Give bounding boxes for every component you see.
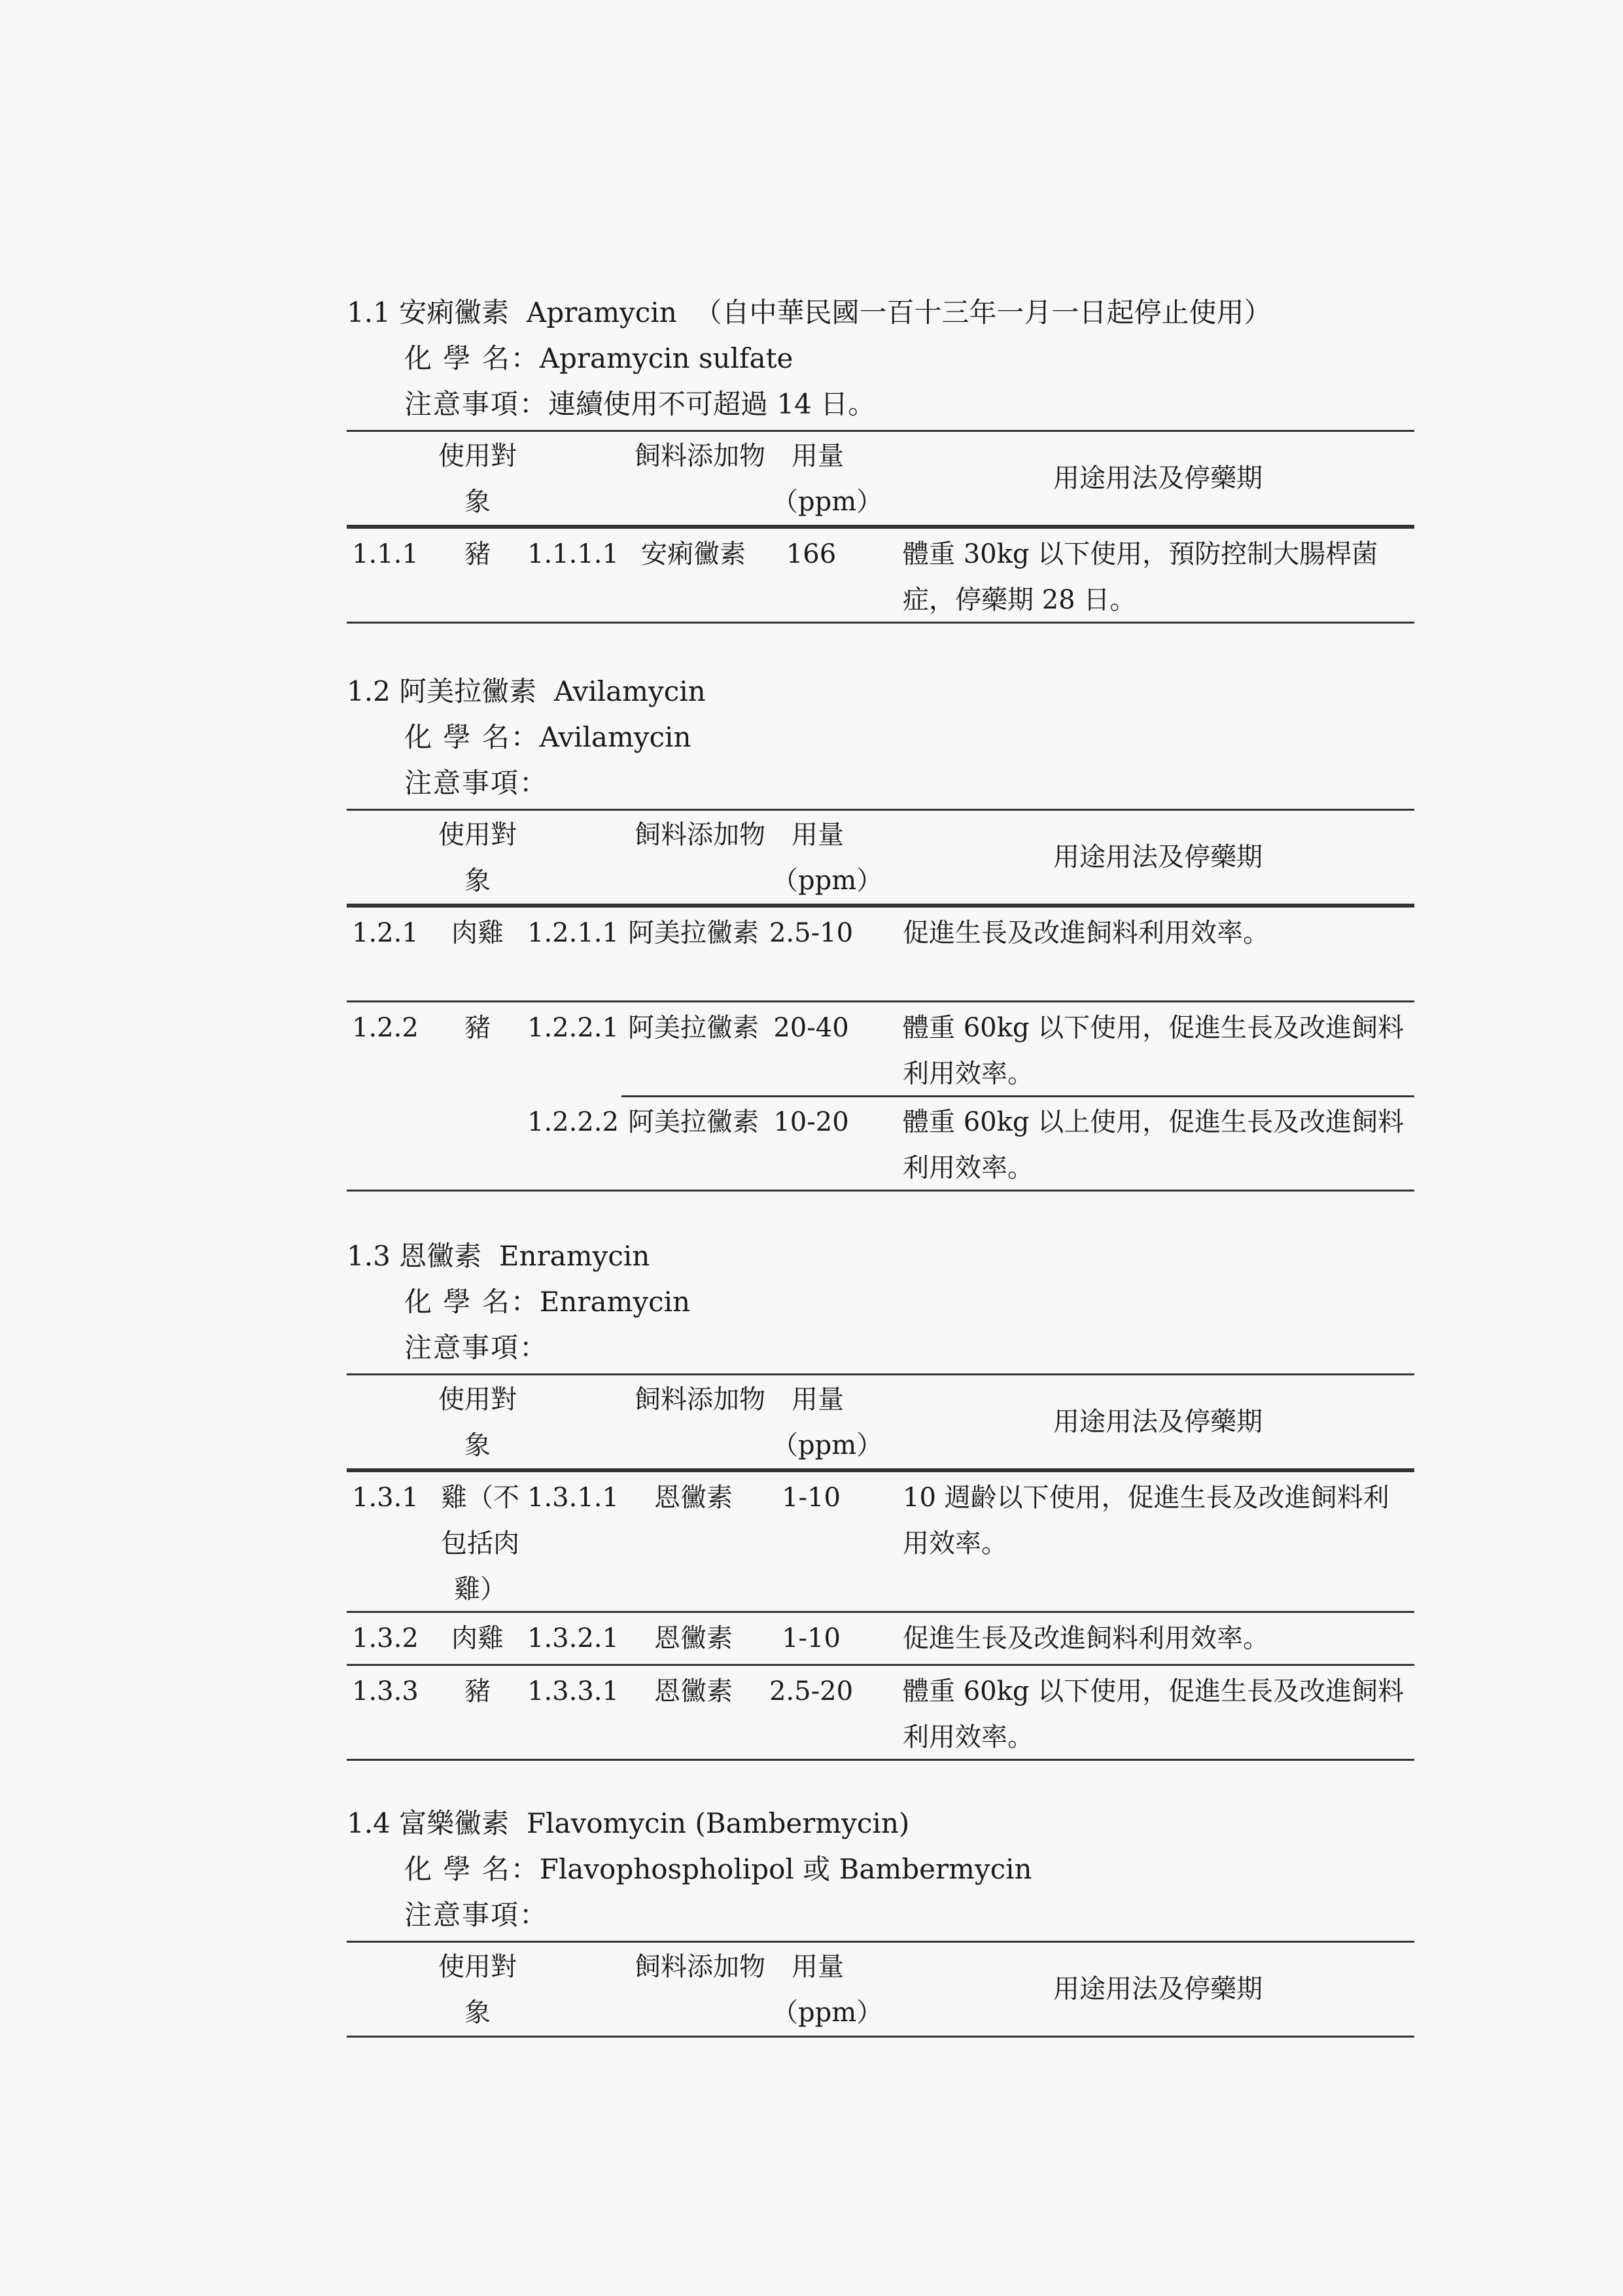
header-usage: 用途用法及停藥期: [1053, 463, 1263, 493]
table-row: 1.3.1 雞（不包括肉雞） 1.3.1.1 恩黴素 1-10 10 週齡以下使用，促進生長及改進飼料利用效率。: [347, 1470, 1414, 1611]
usage-table: [347, 430, 1414, 624]
header-additive: 飼料添加物: [635, 820, 765, 850]
section-title: 1.2 阿美拉黴素 Avilamycin: [347, 675, 706, 707]
chemical-name: 化 學 名：Avilamycin: [404, 721, 691, 753]
header-usage: 用途用法及停藥期: [1053, 1974, 1263, 2004]
precautions: 注意事項：: [404, 1899, 549, 1931]
sub-row-divider: [621, 1095, 1414, 1097]
section-title: 1.1 安痢黴素 Apramycin （自中華民國一百十三年一月一日起停止使用）: [347, 296, 1272, 328]
table-row: 1.2.2 豬 1.2.2.1 阿美拉黴素 20-40 體重 60kg 以下使用，促進生長及改進飼料利用效率。 1.2.2.2 阿美拉黴素 10-20 體重 60kg 以上使用，促進生長及改進飼料利用效率。: [347, 1000, 1414, 1190]
precautions: 注意事項：: [404, 1332, 549, 1364]
header-species: 使用對象: [438, 1952, 517, 2028]
table-header: [347, 811, 1414, 906]
usage-table: [347, 809, 1414, 1192]
header-dose: 用量（ppm）: [772, 1385, 883, 1460]
header-species: 使用對象: [438, 441, 517, 517]
header-species: 使用對象: [438, 1385, 517, 1460]
usage-table: [347, 1941, 1414, 2038]
table-header: [347, 1943, 1414, 2038]
chemical-name: 化 學 名：Enramycin: [404, 1286, 691, 1318]
section-title: 1.3 恩黴素 Enramycin: [347, 1240, 650, 1272]
table-header: [347, 432, 1414, 527]
table-header: [347, 1375, 1414, 1470]
header-additive: 飼料添加物: [635, 441, 765, 471]
section-title: 1.4 富樂黴素 Flavomycin (Bambermycin): [347, 1807, 910, 1839]
header-dose: 用量（ppm）: [772, 820, 883, 896]
precautions: 注意事項：: [404, 767, 549, 799]
header-additive: 飼料添加物: [635, 1952, 765, 1982]
usage-table: [347, 1373, 1414, 1761]
header-usage: 用途用法及停藥期: [1053, 1407, 1263, 1437]
precautions: 注意事項：連續使用不可超過 14 日。: [404, 388, 876, 420]
section-1-3: [347, 1233, 1420, 1761]
table-row: 1.1.1 豬 1.1.1.1 安痢黴素 166 體重 30kg 以下使用，預防控制大腸桿菌症，停藥期 28 日。: [347, 527, 1414, 622]
table-row: 1.3.3 豬 1.3.3.1 恩黴素 2.5-20 體重 60kg 以下使用，促進生長及改進飼料利用效率。: [347, 1664, 1414, 1759]
section-1-2: [347, 669, 1420, 1192]
section-1-4: [347, 1801, 1420, 2038]
chemical-name: 化 學 名：Apramycin sulfate: [404, 342, 794, 374]
header-dose: 用量（ppm）: [772, 1952, 883, 2028]
table-row: 1.3.2 肉雞 1.3.2.1 恩黴素 1-10 促進生長及改進飼料利用效率。: [347, 1611, 1414, 1664]
header-species: 使用對象: [438, 820, 517, 896]
chemical-name: 化 學 名：Flavophospholipol 或 Bambermycin: [404, 1853, 1032, 1885]
header-dose: 用量（ppm）: [772, 441, 883, 517]
header-usage: 用途用法及停藥期: [1053, 842, 1263, 872]
header-additive: 飼料添加物: [635, 1385, 765, 1415]
table-row: 1.2.1 肉雞 1.2.1.1 阿美拉黴素 2.5-10 促進生長及改進飼料利用效率。: [347, 906, 1414, 1000]
section-1-1: [347, 290, 1420, 624]
